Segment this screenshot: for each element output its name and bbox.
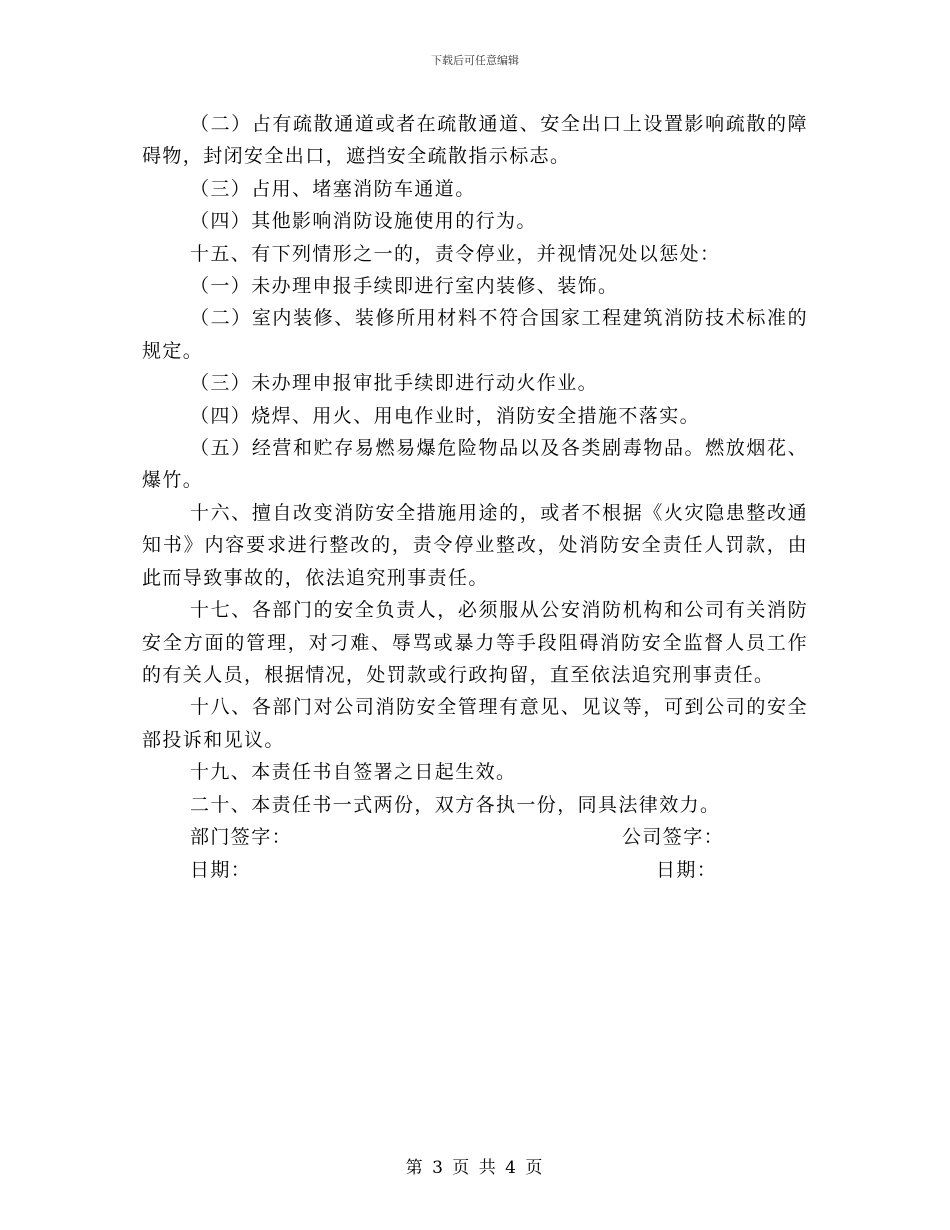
document-body (142, 108, 808, 887)
signature-row (142, 821, 808, 854)
company-date-label: 日期： (656, 858, 718, 881)
paragraph: （二）室内装修、装修所用材料不符合国家工程建筑消防技术标准的规定。 (142, 307, 808, 362)
dept-sign-label: 部门签字： (190, 825, 293, 848)
page-footer: 第 3 页 共 4 页 (405, 1158, 545, 1178)
paragraph: （四）其他影响消防设施使用的行为。 (190, 210, 537, 233)
paragraph: 十六、擅自改变消防安全措施用途的，或者不根据《火灾隐患整改通知书》内容要求进行整改的，责令停业整改，处消防安全责任人罚款，由此而导致事故的，依法追究刑事责任。 (142, 501, 808, 589)
dept-date-label: 日期： (190, 858, 252, 881)
paragraph: （三）未办理申报审批手续即进行动火作业。 (190, 372, 599, 395)
paragraph: （四）烧焊、用火、用电作业时，消防安全措施不落实。 (190, 404, 701, 427)
paragraph: 十九、本责任书自签署之日起生效。 (190, 761, 517, 784)
paragraph: （一）未办理申报手续即进行室内装修、装饰。 (190, 275, 619, 298)
paragraph: 二十、本责任书一式两份，双方各执一份，同具法律效力。 (190, 793, 721, 816)
company-sign-label: 公司签字： (622, 825, 725, 848)
paragraph: （二）占有疏散通道或者在疏散通道、安全出口上设置影响疏散的障碍物，封闭安全出口，遮挡安全疏散指示标志。 (142, 113, 808, 168)
date-row (142, 854, 808, 887)
paragraph: （五）经营和贮存易燃易爆危险物品以及各类剧毒物品。燃放烟花、爆竹。 (142, 437, 808, 492)
paragraph: 十七、各部门的安全负责人，必须服从公安消防机构和公司有关消防安全方面的管理，对刁难、辱骂或暴力等手段阻碍消防安全监督人员工作的有关人员，根据情况，处罚款或行政拘留，直至依法追究刑事责任。 (142, 599, 808, 686)
page-header: 下载后可任意编辑 (431, 54, 519, 67)
paragraph: （三）占用、堵塞消防车通道。 (190, 177, 476, 200)
paragraph: 十八、各部门对公司消防安全管理有意见、见议等，可到公司的安全部投诉和见议。 (142, 696, 808, 751)
paragraph: 十五、有下列情形之一的，责令停业，并视情况处以惩处： (190, 242, 721, 265)
